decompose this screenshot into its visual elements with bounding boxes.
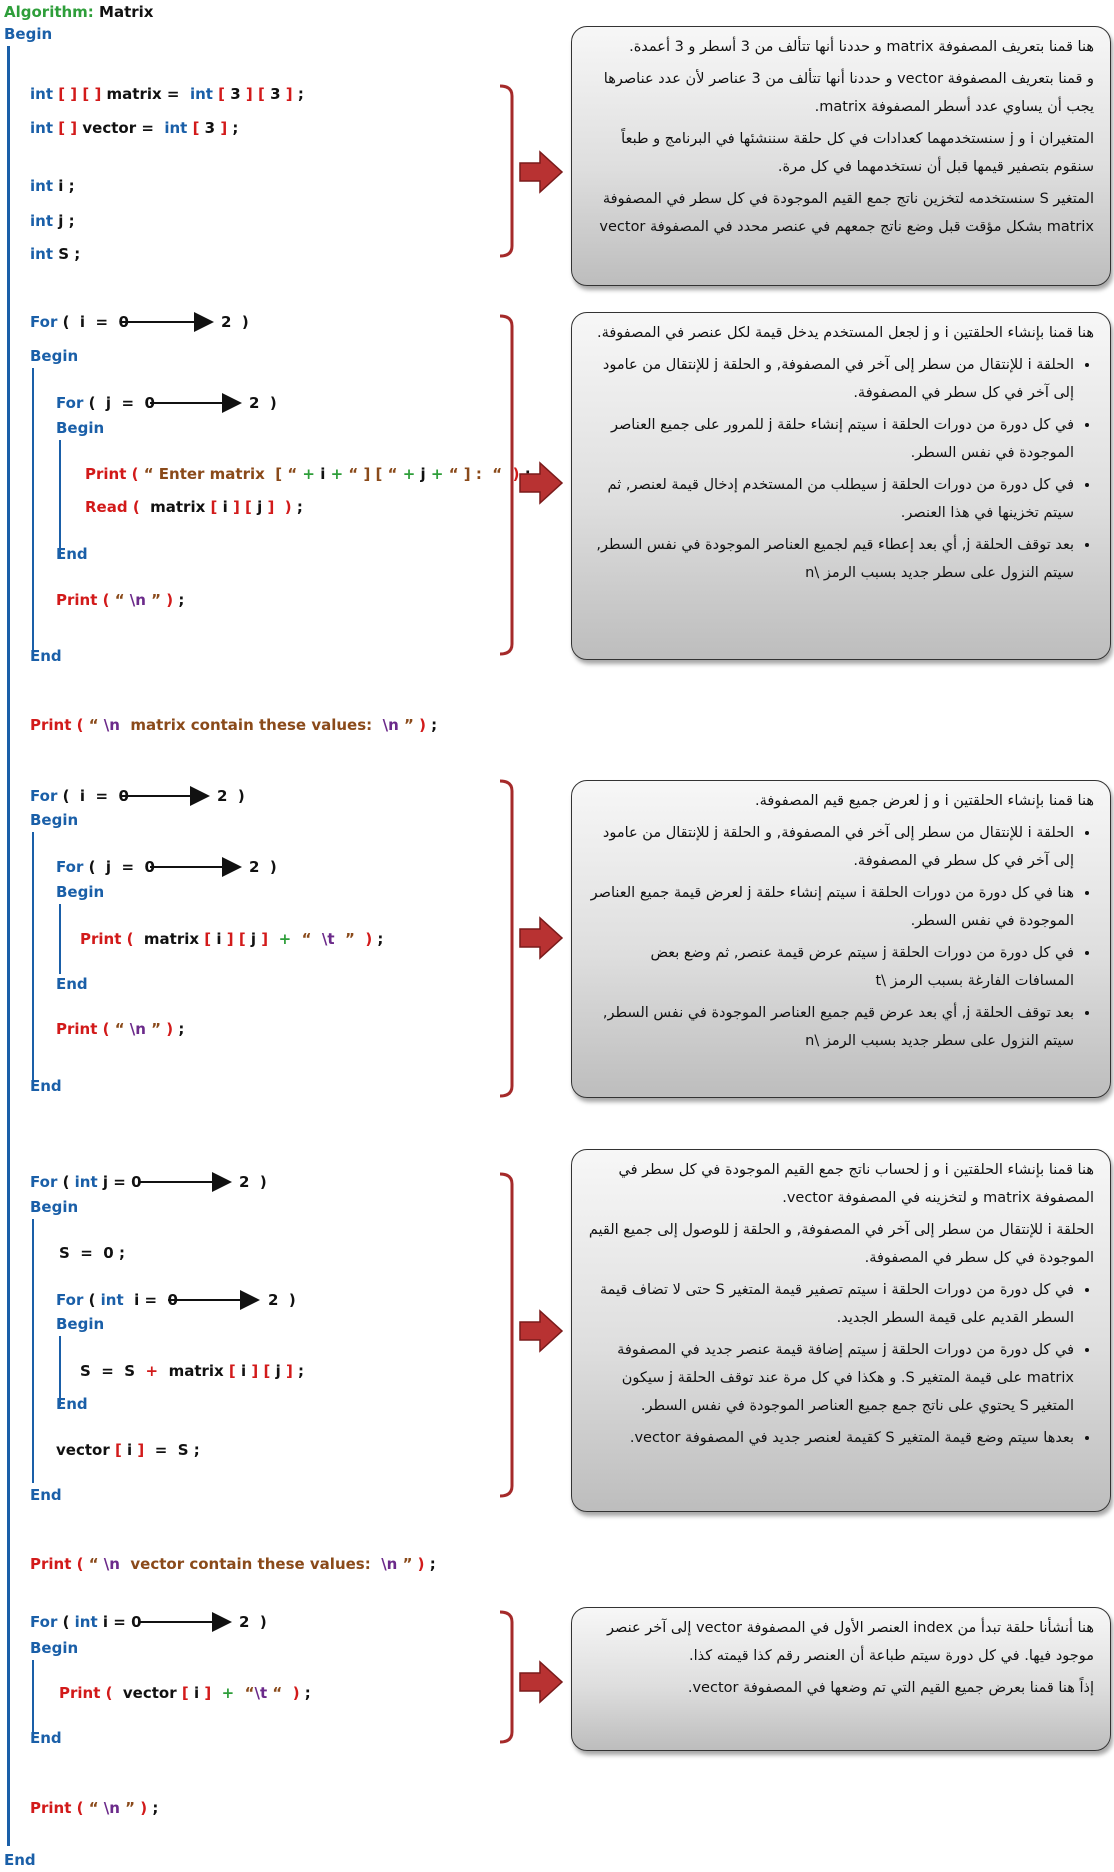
box2-p1: هنا قمنا بإنشاء الحلقتين i و j لجعل المستخدم يدخل قيمة لكل عنصر في المصفوفة. <box>596 325 1094 341</box>
box4-li3: • بعدها سيتم وضع قيمة المتغير S كقيمة لعنصر جديد في المصفوفة vector. <box>588 1424 1074 1452</box>
read-matrix: Read ( matrix [ i ] [ j ] ) ; <box>85 498 303 516</box>
box4-li2: • في كل دورة من دورات الحلقة j سيتم إضافة قيمة عنصر جديد في المصفوفة matrix على قيمة المتغير S. و هكذا في كل مرة عند توقف الحلقة j سيكون المتغير S يحتوي على ناتج جمع جميع العناصر الموجودة في نفس السطر. <box>588 1336 1074 1420</box>
explain-box-sum-loops <box>571 1149 1111 1512</box>
begin-main: Begin <box>4 25 53 43</box>
print-matrix-contain: Print ( “ \n matrix contain these values: \n ” ) ; <box>30 716 438 734</box>
begin-l3: Begin <box>30 1198 79 1216</box>
block-arrow-3 <box>520 918 562 958</box>
block-arrow-5 <box>520 1662 562 1702</box>
algorithm-title: Algorithm: Matrix <box>4 3 154 21</box>
begin-l1j: Begin <box>56 419 105 437</box>
for-i-input-limit: 2 ) <box>221 313 249 331</box>
end-l2: End <box>30 1077 62 1095</box>
box2-li4: • بعد توقف الحلقة j, أي بعد إعطاء قيم لجميع العناصر الموجودة في نفس السطر, سيتم النزول على سطر جديد بسبب الرمز \n <box>588 531 1074 587</box>
block-arrow-1 <box>520 152 562 192</box>
decl-s: int S ; <box>30 245 81 263</box>
print-enter-matrix: Print ( “ Enter matrix [ “ + i + “ ] [ “ + j + “ ] : “ ) <box>85 465 520 483</box>
box3-list <box>588 819 1094 1055</box>
block-arrow-2 <box>520 463 562 503</box>
s-accumulate: S = S + matrix [ i ] [ j ] ; <box>80 1362 305 1380</box>
for-i-vector: For ( int i = 0 <box>30 1613 142 1631</box>
bracket-2 <box>500 316 512 654</box>
end-main: End <box>4 1851 36 1869</box>
begin-l2: Begin <box>30 811 79 829</box>
box1-p4: المتغير S سنستخدمه لتخزين ناتج جمع القيم الموجودة في كل سطر في المصفوفة matrix بشكل مؤقت قبل وضع ناتج جمعهم في عنصر محدد في المصفوفة vector <box>599 191 1094 235</box>
box3-li2: • هنا في كل دورة من دورات الحلقة i سيتم إنشاء حلقة j لعرض قيمة جميع العناصر الموجودة في نفس السطر. <box>588 879 1074 935</box>
box2-li1: • الحلقة i للإنتقال من سطر إلى آخر في المصفوفة, و الحلقة j للإنتقال من عامود إلى آخر في كل سطر في المصفوفة. <box>588 351 1074 407</box>
for-i-vector-limit: 2 ) <box>239 1613 267 1631</box>
bracket-1 <box>500 86 512 256</box>
end-l3: End <box>30 1486 62 1504</box>
print-matrix-tab: Print ( matrix [ i ] [ j ] + “ \t ” ) ; <box>80 930 384 948</box>
print-newline-final: Print ( “ \n ” ) ; <box>30 1799 159 1817</box>
box3-li3: • في كل دورة من دورات الحلقة j سيتم عرض قيمة عنصر, ثم وضع بعض المسافات الفارغة بسبب الرمز \t <box>588 939 1074 995</box>
end-l4: End <box>30 1729 62 1747</box>
print-newline-2: Print ( “ \n ” ) ; <box>56 1020 185 1038</box>
explain-box-vector-loop <box>571 1607 1111 1751</box>
for-j-display: For ( j = 0 <box>56 858 155 876</box>
for-j-sum-limit: 2 ) <box>239 1173 267 1191</box>
begin-l4: Begin <box>30 1639 79 1657</box>
begin-l1: Begin <box>30 347 79 365</box>
box3-p1: هنا قمنا بإنشاء الحلقتين i و j لعرض جميع قيم المصفوفة. <box>754 793 1094 809</box>
decl-matrix: int [ ] [ ] matrix = int [ 3 ] [ 3 ] ; <box>30 85 304 103</box>
for-i-display-limit: 2 ) <box>217 787 245 805</box>
for-j-display-limit: 2 ) <box>249 858 277 876</box>
begin-l3i: Begin <box>56 1315 105 1333</box>
decl-j: int j ; <box>30 212 75 230</box>
box2-list <box>588 351 1094 587</box>
decl-i: int i ; <box>30 177 75 195</box>
bracket-4 <box>500 1174 512 1496</box>
end-l1j: End <box>56 545 88 563</box>
begin-l2j: Begin <box>56 883 105 901</box>
box5-p1: هنا أنشأنا حلقة تبدأ من index العنصر الأول في المصفوفة vector إلى آخر عنصر موجود فيها. في كل دورة سيتم طباعة أن العنصر رقم كذا قيمته كذا. <box>607 1620 1094 1664</box>
box5-p2: إذاً هنا قمنا بعرض جميع القيم التي تم وضعها في المصفوفة vector. <box>687 1680 1094 1696</box>
box4-li1: • في كل دورة من دورات الحلقة i سيتم تصفير قيمة المتغير S حتى لا تضاف قيمة السطر القديم على قيمة السطر الجديد. <box>588 1276 1074 1332</box>
print-newline-1: Print ( “ \n ” ) ; <box>56 591 185 609</box>
for-j-sum: For ( int j = 0 <box>30 1173 142 1191</box>
box4-list <box>588 1276 1094 1452</box>
block-arrow-4 <box>520 1311 562 1351</box>
for-i-input: For ( i = 0 <box>30 313 129 331</box>
explain-box-input-loops <box>571 312 1111 660</box>
box3-li4: • بعد توقف الحلقة j, أي بعد عرض قيم جميع العناصر الموجودة في نفس السطر, سيتم النزول على سطر جديد بسبب الرمز \n <box>588 999 1074 1055</box>
for-i-sum-limit: 2 ) <box>268 1291 296 1309</box>
print-vector-tab: Print ( vector [ i ] + “\t “ ) ; <box>59 1684 311 1702</box>
box4-p2: الحلقة i للإنتقال من سطر إلى آخر في المصفوفة, و الحلقة j للوصول إلى جميع القيم الموجودة في كل سطر في المصفوفة. <box>588 1222 1094 1266</box>
explain-box-display-loops <box>571 780 1111 1098</box>
box3-li1: • الحلقة i للإنتقال من سطر إلى آخر في المصفوفة, و الحلقة j للإنتقال من عامود إلى آخر في كل سطر في المصفوفة. <box>588 819 1074 875</box>
for-i-display: For ( i = 0 <box>30 787 129 805</box>
box2-li2: • في كل دورة من دورات الحلقة i سيتم إنشاء حلقة j للمرور على جميع العناصر الموجودة في نفس السطر. <box>588 411 1074 467</box>
for-i-sum: For ( int i = 0 <box>56 1291 178 1309</box>
bracket-3 <box>500 781 512 1096</box>
vector-assign: vector [ i ] = S ; <box>56 1441 200 1459</box>
box4-p1: هنا قمنا بإنشاء الحلقتين i و j لحساب ناتج جمع القيم الموجودة في كل سطر في المصفوفة matrix و لتخزينه في المصفوفة vector. <box>618 1162 1094 1206</box>
end-l2j: End <box>56 975 88 993</box>
box1-p3: المتغيران i و j سنستخدمهما كعدادات في كل حلقة سننشئها في البرنامج و طبعاً سنقوم بتصفير قيمها قبل أن نستخدمهما في كل مرة. <box>621 131 1094 175</box>
end-l3i: End <box>56 1395 88 1413</box>
s-zero: S = 0 ; <box>59 1244 125 1262</box>
for-j-input-limit: 2 ) <box>249 394 277 412</box>
for-j-input: For ( j = 0 <box>56 394 155 412</box>
box1-p2: و قمنا بتعريف المصفوفة vector و حددنا أنها تتألف من 3 عناصر لأن عدد عناصرها يجب أن يساوي عدد أسطر المصفوفة matrix. <box>603 71 1094 115</box>
bracket-5 <box>500 1612 512 1742</box>
decl-vector: int [ ] vector = int [ 3 ] ; <box>30 119 239 137</box>
explain-box-declarations <box>571 26 1111 286</box>
print-vector-contain: Print ( “ \n vector contain these values: \n ” ) ; <box>30 1555 436 1573</box>
end-l1: End <box>30 647 62 665</box>
box2-li3: • في كل دورة من دورات الحلقة j سيطلب من المستخدم إدخال قيمة لعنصر, ثم سيتم تخزينها في هذا العنصر. <box>588 471 1074 527</box>
box1-p1: هنا قمنا بتعريف المصفوفة matrix و حددنا أنها تتألف من 3 أسطر و 3 أعمدة. <box>629 39 1094 55</box>
